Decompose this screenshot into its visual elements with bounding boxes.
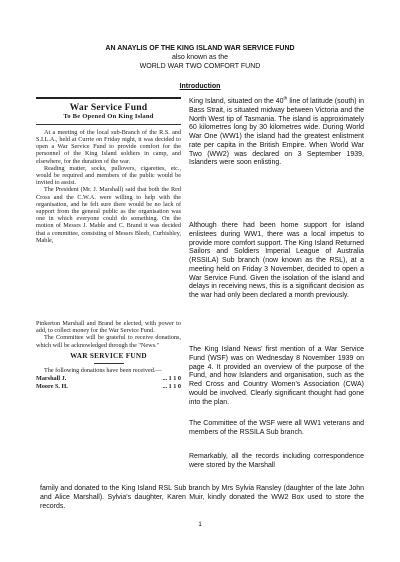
body-paragraph-2	[189, 222, 364, 301]
page-number: 1	[198, 521, 202, 528]
clipping-paragraph: The following donations have been received.—	[44, 366, 162, 374]
body-paragraph-3	[189, 346, 364, 407]
body-paragraph-1	[189, 95, 364, 168]
clipping-subtitle: To Be Opened On King Island	[63, 112, 154, 120]
donation-row	[36, 375, 181, 382]
clipping-top-rule	[36, 97, 181, 99]
newspaper-clipping-1	[36, 97, 181, 307]
clipping-paragraph: Pinkerton Marshall and Brand be elected, with power to add, to collect money for the War Service Fund.	[36, 320, 181, 335]
donation-row	[36, 383, 181, 390]
document-subtitle-fund-name: WORLD WAR TWO COMFORT FUND	[139, 63, 261, 71]
clipping-paragraph: Reading matter, socks, pullovers, cigarettes, etc., would be required and members of the public would be invited to assist.	[36, 164, 181, 187]
clipping-divider	[94, 363, 124, 364]
clipping-paragraph: The President (Mr. J. Marshall) said that both the Red Cross and the C.W.A. were willing to help with the organisation, and he felt sure there would be no lack of support from the general public as the organisation was one in which everyone could do something. On the motion of Messrs J. Mable and C. Brand it was decided that a committee, consisting of Messrs Bleeb, Curbishley, Mable,	[36, 186, 181, 244]
clipping-paragraph: The Committee will be grateful to receive donations, which will be acknowledged through the "News."	[36, 334, 181, 349]
paragraph-text: Although there had been home support for island enlistees during WW1, there was a local impetus to provide more comfort support. The King Island Returned Sailors and Soldiers Imperial League of Australia (RSSILA) Sub branch (now known as the RSL), at a meeting held on Friday 3 November, decided to open a War Service Fund. Given the isolation of the island and delays in receiving news, this is a significant decision as the war had only been declared a month previously.	[189, 222, 364, 299]
body-paragraph-4	[189, 420, 364, 438]
body-paragraph-5-start	[189, 453, 364, 471]
document-subtitle-line: also known as the	[171, 54, 229, 62]
donor-name: Moore S. H.	[36, 383, 68, 391]
donor-name: Marshall J.	[36, 375, 67, 383]
donation-amount: ... 1 1 0	[162, 383, 181, 391]
clipping-divider	[36, 124, 181, 125]
paragraph-text: The Committee of the WSF were all WW1 veterans and members of the RSSILA Sub branch.	[189, 420, 364, 436]
newspaper-clipping-2	[36, 320, 181, 440]
paragraph-text: The King Island News' first mention of a War Service Fund (WSF) was on Wednesday 8 November 1939 on page 4. It provided an overview of the purpose of the Fund, and how Islanders and organisation, such as the Red Cross and Country Women's Association (CWA) would be involved. Clearly significant thought had gone into the plan.	[189, 346, 364, 406]
body-paragraph-5-continued: family and donated to the King Island RSL Sub branch by Mrs Sylvia Ransley (daughter of the late John and Alice Marshall). Sylvia's daughter, Karen Muir, kindly donated the WW2 Box used to store the records.	[40, 485, 364, 510]
document-header	[40, 44, 360, 72]
superscript: th	[283, 95, 288, 101]
clipping-fund-heading: WAR SERVICE FUND	[70, 351, 147, 360]
section-heading-introduction: Introduction	[179, 83, 221, 90]
document-title: AN ANAYLIS OF THE KING ISLAND WAR SERVICE FUND	[105, 45, 295, 52]
donation-amount: ... 1 1 0	[162, 375, 181, 383]
paragraph-text: Remarkably, all the records including correspondence were stored by the Marshall	[189, 453, 364, 469]
clipping-title: War Service Fund	[69, 101, 148, 113]
clipping-paragraph: At a meeting of the local sub-Branch of the R.S. and S.I.L.A., held at Currie on Friday night, it was decided to open a War Service Fund to provide comfort for the personnel of the King Island soldiers in camp, and elsewhere, for the duration of the war.	[36, 128, 181, 165]
text-run: line of latitude (south) in Bass Strait, is situated midway between Victoria and the North West tip of Tasmania. The island is approximately 60 kilometres long by 30 kilometres wide. During World War One (WW1) the island had the greatest enlistment rate per capita in the British Empire. When World War Two (WW2) was declared on 3 September 1939, Islanders were soon enlisting.	[189, 98, 364, 167]
text-run: King Island, situated on the 40	[189, 98, 284, 105]
